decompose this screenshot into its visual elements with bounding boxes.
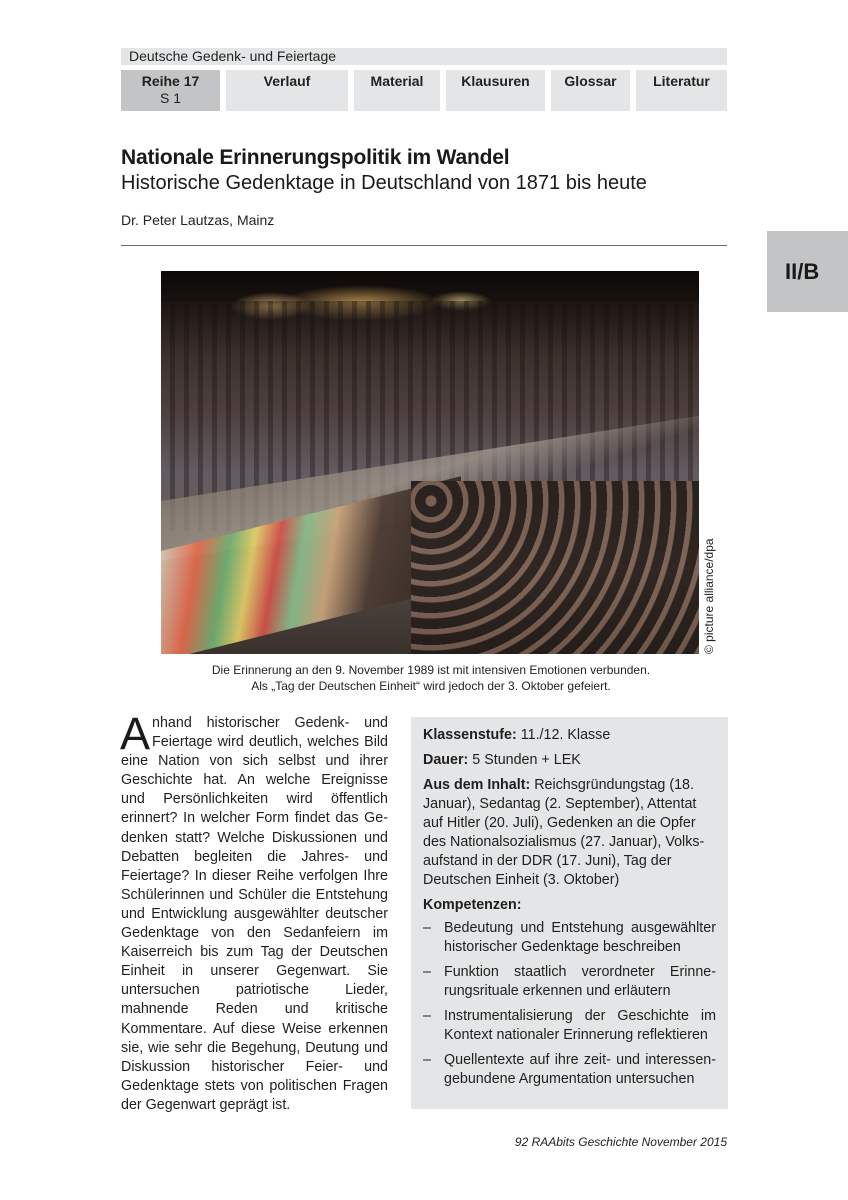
caption-line-1: Die Erinnerung an den 9. November 1989 ist mit intensiven Emotionen verbunden.	[211, 663, 651, 677]
info-dauer	[423, 751, 716, 770]
page-subtitle: Historische Gedenktage in Deutschland von 1871 bis heute	[121, 172, 647, 194]
kompetenzen-list	[423, 919, 716, 1089]
info-kompetenzen-heading	[423, 896, 716, 915]
kompetenz-text: Instrumentalisierung der Geschichte im Kontext nationaler Erinnerung reflektieren	[444, 1008, 716, 1043]
page-footer: 92 RAAbits Geschichte November 2015	[514, 1135, 727, 1149]
nav-tab-verlauf[interactable]	[226, 70, 348, 111]
nav-tab-label: Glossar	[564, 73, 617, 89]
info-klassenstufe	[423, 726, 716, 745]
list-item	[423, 963, 716, 1001]
dash-bullet-icon: –	[423, 1052, 431, 1068]
nav-tab-label: Material	[370, 73, 424, 89]
inhalt-value: Reichsgründungstag (18. Januar), Sedantag (2. September), Attentat auf Hitler (20. Juli), Gedenken an die Opfer des Nationalsozialismus (27. Januar), Volksaufstand in der DDR (17. Juni), Tag der Deutschen Einheit (3. Oktober)	[423, 777, 705, 888]
section-nav	[121, 70, 727, 111]
klassenstufe-label: Klassenstufe:	[423, 727, 517, 743]
list-item	[423, 919, 716, 957]
nav-tab-glossar[interactable]	[551, 70, 630, 111]
header-divider	[121, 245, 727, 246]
list-item	[423, 1007, 716, 1045]
intro-paragraph	[120, 708, 388, 1115]
nav-tab-sub: S 1	[159, 90, 181, 106]
dauer-value: 5 Stunden + LEK	[468, 752, 581, 768]
chapter-side-tab	[767, 231, 848, 312]
dash-bullet-icon: –	[423, 964, 431, 980]
dauer-label: Dauer:	[423, 752, 469, 768]
caption-line-2: Als „Tag der Deutschen Einheit“ wird jedoch der 3. Oktober gefeiert.	[251, 679, 611, 693]
nav-tab-label: Reihe 17	[141, 73, 200, 89]
dash-bullet-icon: –	[423, 1008, 431, 1024]
drop-cap: A	[120, 708, 151, 759]
info-inhalt	[423, 776, 716, 890]
kompetenzen-label: Kompetenzen:	[423, 897, 522, 913]
series-title-bar	[121, 48, 727, 65]
info-box	[411, 717, 728, 1109]
page-title: Nationale Erinnerungspolitik im Wandel	[121, 146, 510, 169]
photo-crowd-below	[411, 481, 699, 654]
dash-bullet-icon: –	[423, 920, 431, 936]
nav-tab-klausuren[interactable]	[446, 70, 545, 111]
kompetenz-text: Quellentexte auf ihre zeit- und interessengebundene Argumentation untersuchen	[444, 1052, 716, 1087]
nav-tab-literatur[interactable]	[636, 70, 727, 111]
photo-caption	[121, 662, 741, 694]
berlin-wall-photo	[161, 271, 699, 654]
chapter-label: II/B	[785, 259, 820, 284]
nav-tab-label: Literatur	[653, 73, 710, 89]
inhalt-label: Aus dem Inhalt:	[423, 777, 531, 793]
kompetenz-text: Funktion staatlich verordneter Erinnerungsrituale erkennen und erläutern	[444, 964, 716, 999]
photo-credit: © picture alliance/dpa	[702, 538, 716, 654]
kompetenz-text: Bedeutung und Entstehung ausgewählter historischer Gedenktage beschreiben	[444, 920, 716, 955]
nav-tab-label: Klausuren	[461, 73, 530, 89]
klassenstufe-value: 11./12. Klasse	[516, 727, 611, 743]
author: Dr. Peter Lautzas, Mainz	[121, 212, 275, 228]
series-title: Deutsche Gedenk- und Feiertage	[129, 48, 337, 64]
list-item	[423, 1051, 716, 1089]
nav-tab-reihe[interactable]	[121, 70, 220, 111]
nav-tab-material[interactable]	[354, 70, 440, 111]
nav-tab-label: Verlauf	[263, 73, 311, 89]
intro-text: nhand historischer Gedenk- und Feiertage wird deutlich, welches Bild eine Nation von sich selbst und ihrer Geschichte hat. An welche Ereignisse und Persönlichkeiten wird öffentlich erinnert? In welcher Form findet das Gedenken statt? Welche Diskussionen und Debatten begleiten die Jahres- und Feiertage? In dieser Reihe verfolgen Ihre Schülerinnen und Schüler die Entstehung und Entwicklung ausgewählter deutscher Gedenktage von den Sedanfeiern im Kaiserreich bis zum Tag der Deutschen Einheit in unserer Gegenwart. Sie untersuchen patriotische Lieder, mahnende Reden und kritische Kommentare. Auf diese Weise erkennen sie, wie sehr die Begehung, Deutung und Diskussion historischer Feier- und Gedenktage stets von politischen Fragen der Gegenwart geprägt ist.	[121, 715, 388, 1113]
